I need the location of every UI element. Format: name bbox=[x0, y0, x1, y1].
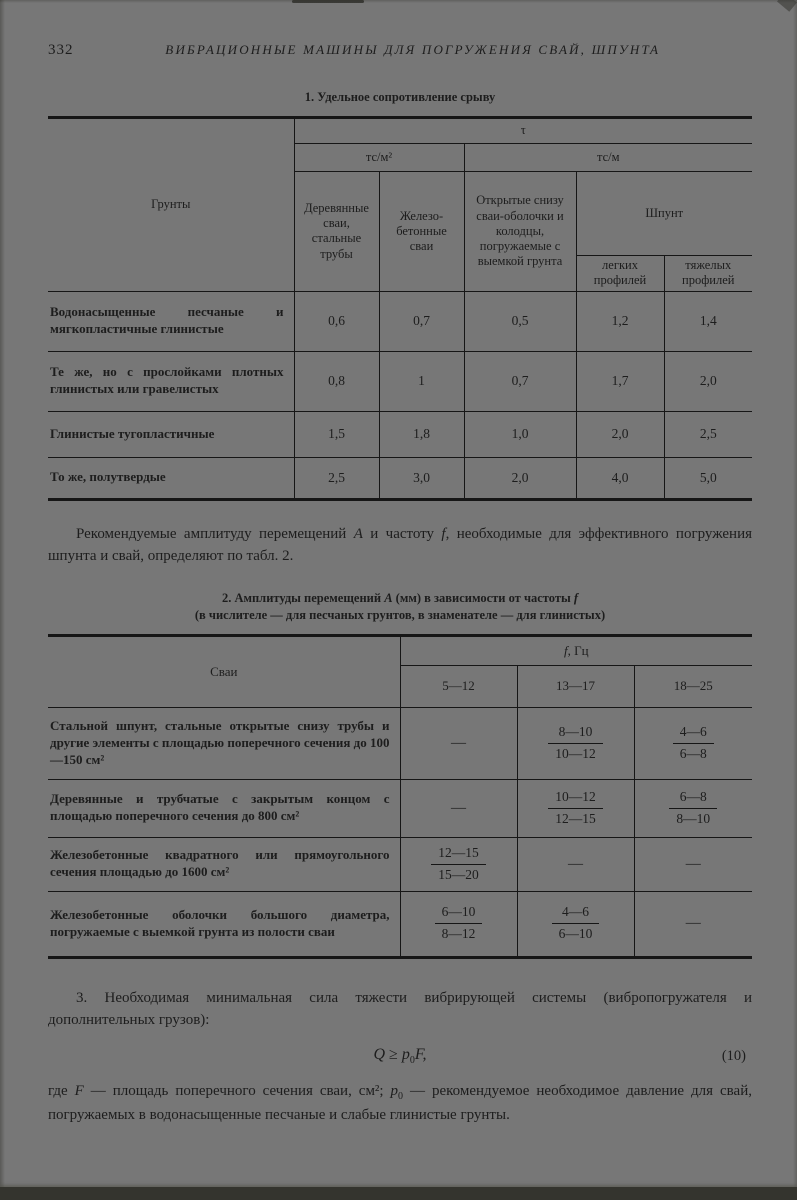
equation-number: (10) bbox=[721, 1047, 746, 1064]
text-run: Рекомендуемые амплитуду перемещений bbox=[76, 525, 354, 542]
fraction-denominator: 15—20 bbox=[438, 866, 479, 882]
text-run: и частоту bbox=[362, 525, 442, 542]
fraction-numerator: 8—10 bbox=[548, 724, 603, 744]
row-label: Стальной шпунт, стальные открытые снизу трубы и другие элементы с площадью поперечного сечения до 100—150 см² bbox=[48, 707, 400, 779]
table-cell bbox=[400, 891, 517, 957]
formula bbox=[48, 1046, 752, 1070]
text-run: — рекомендуемое необходимое давление для свай, погружаемых в водонасыщенные песчаные и слабые глинистые грунты. bbox=[48, 1082, 752, 1123]
fraction bbox=[431, 845, 486, 884]
table2-header-piles: Сваи bbox=[210, 663, 238, 679]
row-label: Железобетонные оболочки большого диаметра, погружаемые с выемкой грунта из полости сваи bbox=[48, 891, 400, 957]
table-cell bbox=[400, 837, 517, 891]
fraction-denominator: 8—10 bbox=[676, 810, 711, 826]
table-cell: 1,2 bbox=[576, 291, 664, 351]
table-row bbox=[48, 411, 752, 457]
var-A: А bbox=[353, 525, 363, 542]
fraction-numerator: 6—10 bbox=[435, 904, 483, 924]
table-cell bbox=[634, 779, 752, 837]
table2-header-row-1 bbox=[48, 635, 752, 665]
var-f: f bbox=[441, 525, 446, 542]
table-cell bbox=[517, 707, 634, 779]
table1-header-concrete-piles: Железобетонные сваи bbox=[379, 171, 464, 291]
row-label: Железобетонные квадратного или прямоугольного сечения площадью до 1600 см² bbox=[48, 837, 400, 891]
table-cell bbox=[400, 779, 517, 837]
table-row bbox=[48, 779, 752, 837]
page-number: 332 bbox=[48, 42, 74, 58]
text-run: , Гц bbox=[567, 642, 589, 658]
equation bbox=[373, 1045, 427, 1066]
table-cell: 0,5 bbox=[464, 291, 576, 351]
scan-artifact-top-right-mark bbox=[777, 0, 797, 12]
table-cell: 1,4 bbox=[664, 291, 752, 351]
subscript-0: 0 bbox=[409, 1054, 415, 1066]
geq-symbol: ≥ bbox=[385, 1045, 402, 1063]
table-cell: 2,5 bbox=[664, 411, 752, 457]
table1-header-heavy-profiles: тяжелых профилей bbox=[664, 255, 752, 291]
var-p: p bbox=[401, 1045, 410, 1063]
page-content bbox=[48, 0, 752, 1126]
table2-caption-line2: (в числителе — для песчаных грунтов, в знаменателе — для глинистых) bbox=[194, 607, 606, 622]
table-cell: 2,5 bbox=[294, 457, 379, 499]
table1-header-wood-piles: Деревянные сваи, стальные трубы bbox=[294, 171, 379, 291]
subscript-0: 0 bbox=[398, 1090, 404, 1102]
fraction-numerator: 10—12 bbox=[548, 789, 603, 809]
scan-artifact-right-edge bbox=[793, 0, 797, 1200]
table-cell: 0,7 bbox=[379, 291, 464, 351]
scan-artifact-left-edge bbox=[0, 0, 5, 1200]
var-f: f bbox=[563, 642, 568, 658]
page-header bbox=[48, 42, 752, 59]
table-cell: 3,0 bbox=[379, 457, 464, 499]
table2-caption-line1 bbox=[48, 590, 752, 607]
text-run: где bbox=[48, 1082, 75, 1099]
fraction bbox=[673, 724, 714, 763]
row-label: Те же, но с прослойками плотных глинистых или гравелистых bbox=[48, 351, 294, 411]
table-cell: 0,6 bbox=[294, 291, 379, 351]
fraction bbox=[435, 904, 483, 943]
table-cell bbox=[517, 891, 634, 957]
table1 bbox=[48, 116, 752, 501]
var-F: F, bbox=[414, 1045, 427, 1063]
table-cell bbox=[400, 707, 517, 779]
table-cell bbox=[634, 837, 752, 891]
row-label: Водонасыщенные песчаные и мягкопластичные глинистые bbox=[48, 291, 294, 351]
row-label: Глинистые тугопластичные bbox=[48, 411, 294, 457]
fraction bbox=[669, 789, 717, 828]
table-cell: 2,0 bbox=[576, 411, 664, 457]
table2-header-range-3: 18—25 bbox=[634, 665, 752, 707]
var-p: p bbox=[390, 1082, 399, 1099]
empty-dash: — bbox=[685, 915, 701, 932]
table-row bbox=[48, 457, 752, 499]
table-row bbox=[48, 351, 752, 411]
table-cell bbox=[634, 707, 752, 779]
text-run: 2. Амплитуды перемещений bbox=[221, 590, 385, 605]
table-cell: 0,8 bbox=[294, 351, 379, 411]
fraction-denominator: 6—8 bbox=[679, 745, 707, 761]
fraction bbox=[548, 724, 603, 763]
var-f: f bbox=[573, 590, 579, 605]
table-cell: 1,8 bbox=[379, 411, 464, 457]
empty-dash: — bbox=[685, 855, 701, 872]
fraction bbox=[548, 789, 603, 828]
scan-artifact-bottom-bar bbox=[0, 1187, 797, 1200]
table2-header-range-2: 13—17 bbox=[517, 665, 634, 707]
table1-header-soils: Грунты bbox=[151, 197, 191, 212]
table-cell bbox=[517, 779, 634, 837]
table-cell: 1 bbox=[379, 351, 464, 411]
table-row bbox=[48, 707, 752, 779]
table2 bbox=[48, 634, 752, 959]
table-row bbox=[48, 291, 752, 351]
fraction-denominator: 8—12 bbox=[441, 926, 476, 942]
empty-dash: — bbox=[451, 799, 466, 816]
table-row bbox=[48, 837, 752, 891]
fraction-numerator: 12—15 bbox=[431, 845, 486, 865]
table-cell: 1,5 bbox=[294, 411, 379, 457]
table1-caption: 1. Удельное сопротивление срыву bbox=[304, 90, 496, 104]
table1-header-ts-m2: тс/м² bbox=[294, 143, 464, 171]
table-cell: 0,7 bbox=[464, 351, 576, 411]
row-label: Деревянные и трубчатые с закрытым концом с площадью поперечного сечения до 800 см² bbox=[48, 779, 400, 837]
table-cell: 2,0 bbox=[664, 351, 752, 411]
table1-header-tau: τ bbox=[294, 117, 752, 143]
table-row bbox=[48, 891, 752, 957]
table2-caption bbox=[48, 590, 752, 624]
intro-paragraph bbox=[48, 523, 752, 568]
table1-header-light-profiles: легких профилей bbox=[576, 255, 664, 291]
text-run: (мм) в зависимости от частоты bbox=[392, 590, 574, 605]
table-cell bbox=[634, 891, 752, 957]
fraction-numerator: 4—6 bbox=[673, 724, 714, 744]
running-head: ВИБРАЦИОННЫЕ МАШИНЫ ДЛЯ ПОГРУЖЕНИЯ СВАЙ, ШПУНТА bbox=[165, 42, 661, 57]
fraction-denominator: 12—15 bbox=[555, 810, 596, 826]
empty-dash: — bbox=[451, 734, 466, 751]
section3-paragraph: 3. Необходимая минимальная сила тяжести вибрирующей системы (вибропогружателя и дополнительных грузов): bbox=[48, 989, 752, 1029]
fraction-denominator: 10—12 bbox=[555, 745, 596, 761]
fraction bbox=[552, 904, 600, 943]
fraction-numerator: 4—6 bbox=[552, 904, 600, 924]
row-label: То же, полутвердые bbox=[48, 457, 294, 499]
table-cell bbox=[517, 837, 634, 891]
table-cell: 1,0 bbox=[464, 411, 576, 457]
empty-dash: — bbox=[568, 855, 583, 872]
table1-header-open-shells: Открытые снизу сваи-оболочки и колодцы, погружаемые с выемкой грунта bbox=[464, 171, 576, 291]
table2-header-range-1: 5—12 bbox=[400, 665, 517, 707]
var-Q: Q bbox=[373, 1045, 386, 1063]
var-A: А bbox=[384, 590, 393, 605]
table-cell: 2,0 bbox=[464, 457, 576, 499]
text-run: , необходимые для эффективного погружения шпунта и свай, определяют по табл. 2. bbox=[48, 525, 752, 565]
fraction-numerator: 6—8 bbox=[669, 789, 717, 809]
table1-header-sheet-pile: Шпунт bbox=[576, 171, 752, 255]
table-cell: 1,7 bbox=[576, 351, 664, 411]
fraction-denominator: 6—10 bbox=[558, 926, 593, 942]
where-paragraph bbox=[48, 1080, 752, 1127]
table2-header-frequency bbox=[400, 635, 752, 665]
table-cell: 4,0 bbox=[576, 457, 664, 499]
scan-artifact-top-mark bbox=[292, 0, 364, 3]
table1-header-row-1 bbox=[48, 117, 752, 143]
table1-header-ts-m: тс/м bbox=[464, 143, 752, 171]
var-F: F bbox=[74, 1082, 84, 1099]
table-cell: 5,0 bbox=[664, 457, 752, 499]
text-run: — площадь поперечного сечения сваи, см²; bbox=[83, 1082, 391, 1099]
